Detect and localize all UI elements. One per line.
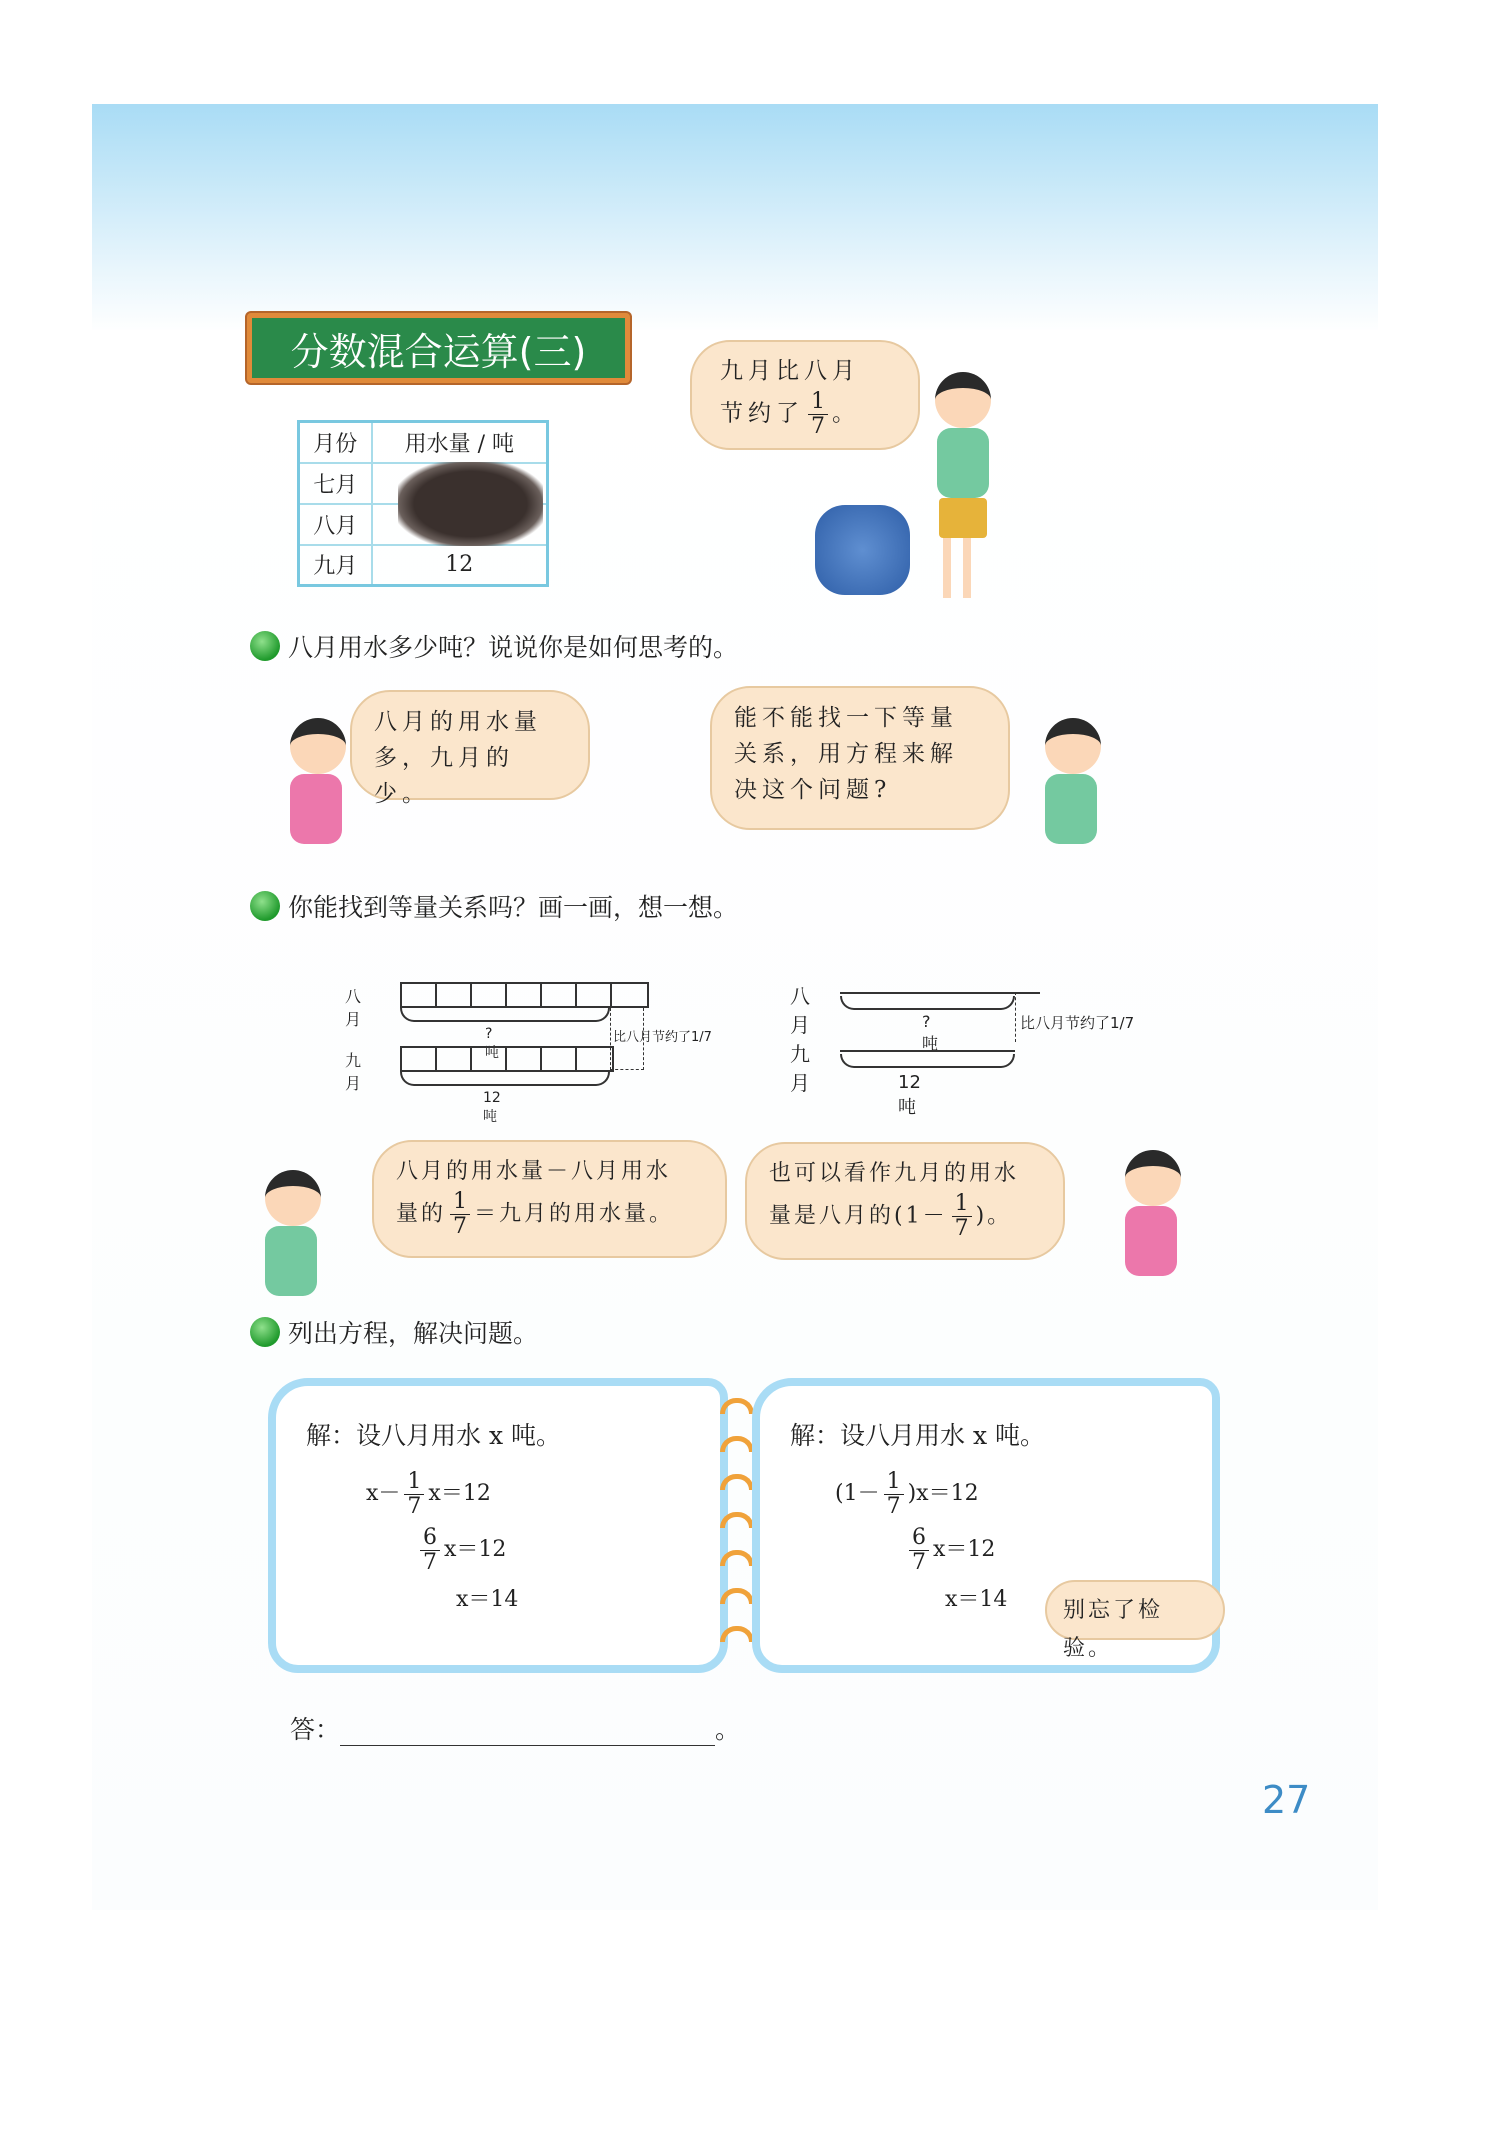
green-bullet-icon <box>250 631 280 661</box>
reminder-bubble: 别忘了检验。 <box>1045 1580 1225 1640</box>
boy-bubble-2 <box>372 1140 727 1258</box>
lesson-title: 分数混合运算(三) <box>247 313 630 383</box>
september-bar <box>400 1046 614 1072</box>
label-september: 九月 <box>345 1051 362 1093</box>
saved-label: 比八月节约了 <box>1020 1014 1111 1032</box>
bubble-text: 八月的用水量－八月用水 <box>396 1159 672 1184</box>
answer-blank[interactable] <box>340 1718 715 1746</box>
label-august: 八月 <box>345 987 362 1029</box>
question-3 <box>250 1314 538 1350</box>
dashed-line <box>1015 992 1016 1042</box>
saved-label: 比八月节约了 <box>613 1030 692 1045</box>
girl-illustration-2 <box>1125 1150 1181 1276</box>
equation-part: x－ <box>366 1481 401 1506</box>
solution-intro: 解：设八月用水 x 吨。 <box>790 1421 1045 1450</box>
brace <box>400 1008 610 1022</box>
denominator: 7 <box>811 414 825 439</box>
equation-part: x＝12 <box>428 1481 491 1506</box>
denominator: 7 <box>453 1214 468 1239</box>
unknown-label: ?吨 <box>922 1012 939 1053</box>
boy-illustration <box>935 372 991 598</box>
notebook-rings <box>720 1398 754 1664</box>
girl-dress <box>1125 1206 1177 1276</box>
boy-bubble-1 <box>710 686 1010 830</box>
august-bar <box>400 982 649 1008</box>
unknown-label: ?吨 <box>485 1026 499 1061</box>
equation-part: (1－ <box>835 1481 880 1506</box>
dashed-segment <box>610 1008 644 1070</box>
girl-head <box>1125 1150 1181 1206</box>
boy-head <box>935 372 991 428</box>
boy-shirt <box>265 1226 317 1296</box>
bubble-text: ＝九月的用水量。 <box>474 1201 675 1227</box>
denominator: 7 <box>954 1216 969 1241</box>
water-meter-icon <box>815 505 910 595</box>
table-cell: 八月 <box>299 504 372 545</box>
question-2 <box>250 888 738 924</box>
bubble-text: 九月比八月 <box>720 358 860 384</box>
fraction <box>808 390 828 439</box>
numerator: 6 <box>909 1526 929 1551</box>
question-text: 八月用水多少吨？说说你是如何思考的。 <box>288 633 739 662</box>
equation-part: x＝14 <box>456 1587 519 1612</box>
fraction <box>952 1192 972 1241</box>
page-number: 27 <box>1262 1778 1311 1822</box>
table-cell: 七月 <box>299 463 372 504</box>
known-label: 12吨 <box>898 1072 921 1118</box>
bubble-text: 也可以看作九月的用水 <box>769 1161 1020 1186</box>
bubble-text: 。 <box>832 400 860 427</box>
girl-head <box>290 718 346 774</box>
question-text: 列出方程，解决问题。 <box>288 1319 539 1348</box>
notebook-left-page <box>268 1378 728 1673</box>
answer-end: 。 <box>715 1715 741 1744</box>
boy-shirt <box>1045 774 1097 844</box>
question-text: 你能找到等量关系吗？画一画，想一想。 <box>288 893 739 922</box>
bubble-text: 多，九月的少。 <box>374 745 514 807</box>
september-line <box>840 1050 1015 1052</box>
bubble-text: 量的 <box>396 1201 447 1227</box>
girl-illustration <box>290 718 346 844</box>
fraction: 1/7 <box>691 1030 712 1045</box>
table-cell: 九月 <box>299 545 372 586</box>
fraction: 1/7 <box>1110 1014 1135 1032</box>
girl-bubble-2 <box>745 1142 1065 1260</box>
bubble-text: )。 <box>975 1203 1013 1229</box>
girl-dress <box>290 774 342 844</box>
green-bullet-icon <box>250 891 280 921</box>
label-september: 九月 <box>790 1042 810 1095</box>
equation-part: x＝12 <box>444 1537 507 1562</box>
brace <box>400 1072 610 1086</box>
denominator: 7 <box>912 1549 926 1575</box>
answer-line <box>290 1710 740 1746</box>
bubble-text: 八月的用水量 <box>374 709 542 735</box>
bubble-text: 量是八月的(1－ <box>769 1203 948 1229</box>
bubble-text: 关系，用方程来解 <box>734 741 958 767</box>
table-cell: 12 <box>372 545 548 586</box>
numerator: 1 <box>952 1192 972 1217</box>
boy-illustration-small <box>1045 718 1101 844</box>
boy-illustration-2 <box>265 1170 321 1296</box>
speech-bubble-top <box>690 340 920 450</box>
solution-intro: 解：设八月用水 x 吨。 <box>306 1421 561 1450</box>
numerator: 1 <box>404 1470 424 1495</box>
numerator: 6 <box>420 1526 440 1551</box>
label-august: 八月 <box>790 984 810 1037</box>
equation-part: x＝12 <box>933 1537 996 1562</box>
table-header: 月份 <box>299 422 372 463</box>
fraction <box>450 1190 470 1239</box>
boy-head <box>265 1170 321 1226</box>
boy-shirt <box>937 428 989 498</box>
bubble-text: 决这个问题? <box>734 777 892 803</box>
header-band <box>92 104 1378 334</box>
ink-blot <box>398 462 543 546</box>
brace <box>840 1054 1015 1068</box>
bubble-text: 能不能找一下等量 <box>734 705 958 731</box>
boy-head <box>1045 718 1101 774</box>
numerator: 1 <box>450 1190 470 1215</box>
denominator: 7 <box>407 1493 422 1519</box>
equation-part: )x＝12 <box>907 1481 979 1506</box>
denominator: 7 <box>886 1493 901 1519</box>
answer-label: 答： <box>290 1715 341 1744</box>
denominator: 7 <box>423 1549 437 1575</box>
known-label: 12吨 <box>483 1090 501 1125</box>
numerator: 1 <box>884 1470 904 1495</box>
boy-shorts <box>939 498 987 538</box>
bubble-text: 节约了 <box>720 400 804 427</box>
august-line <box>840 992 1040 994</box>
question-1 <box>250 628 738 664</box>
page-background <box>92 330 1378 1910</box>
table-header: 用水量 / 吨 <box>372 422 548 463</box>
girl-bubble-1 <box>350 690 590 807</box>
equation-part: x＝14 <box>945 1587 1008 1612</box>
brace <box>840 996 1015 1010</box>
numerator: 1 <box>808 390 828 415</box>
green-bullet-icon <box>250 1317 280 1347</box>
